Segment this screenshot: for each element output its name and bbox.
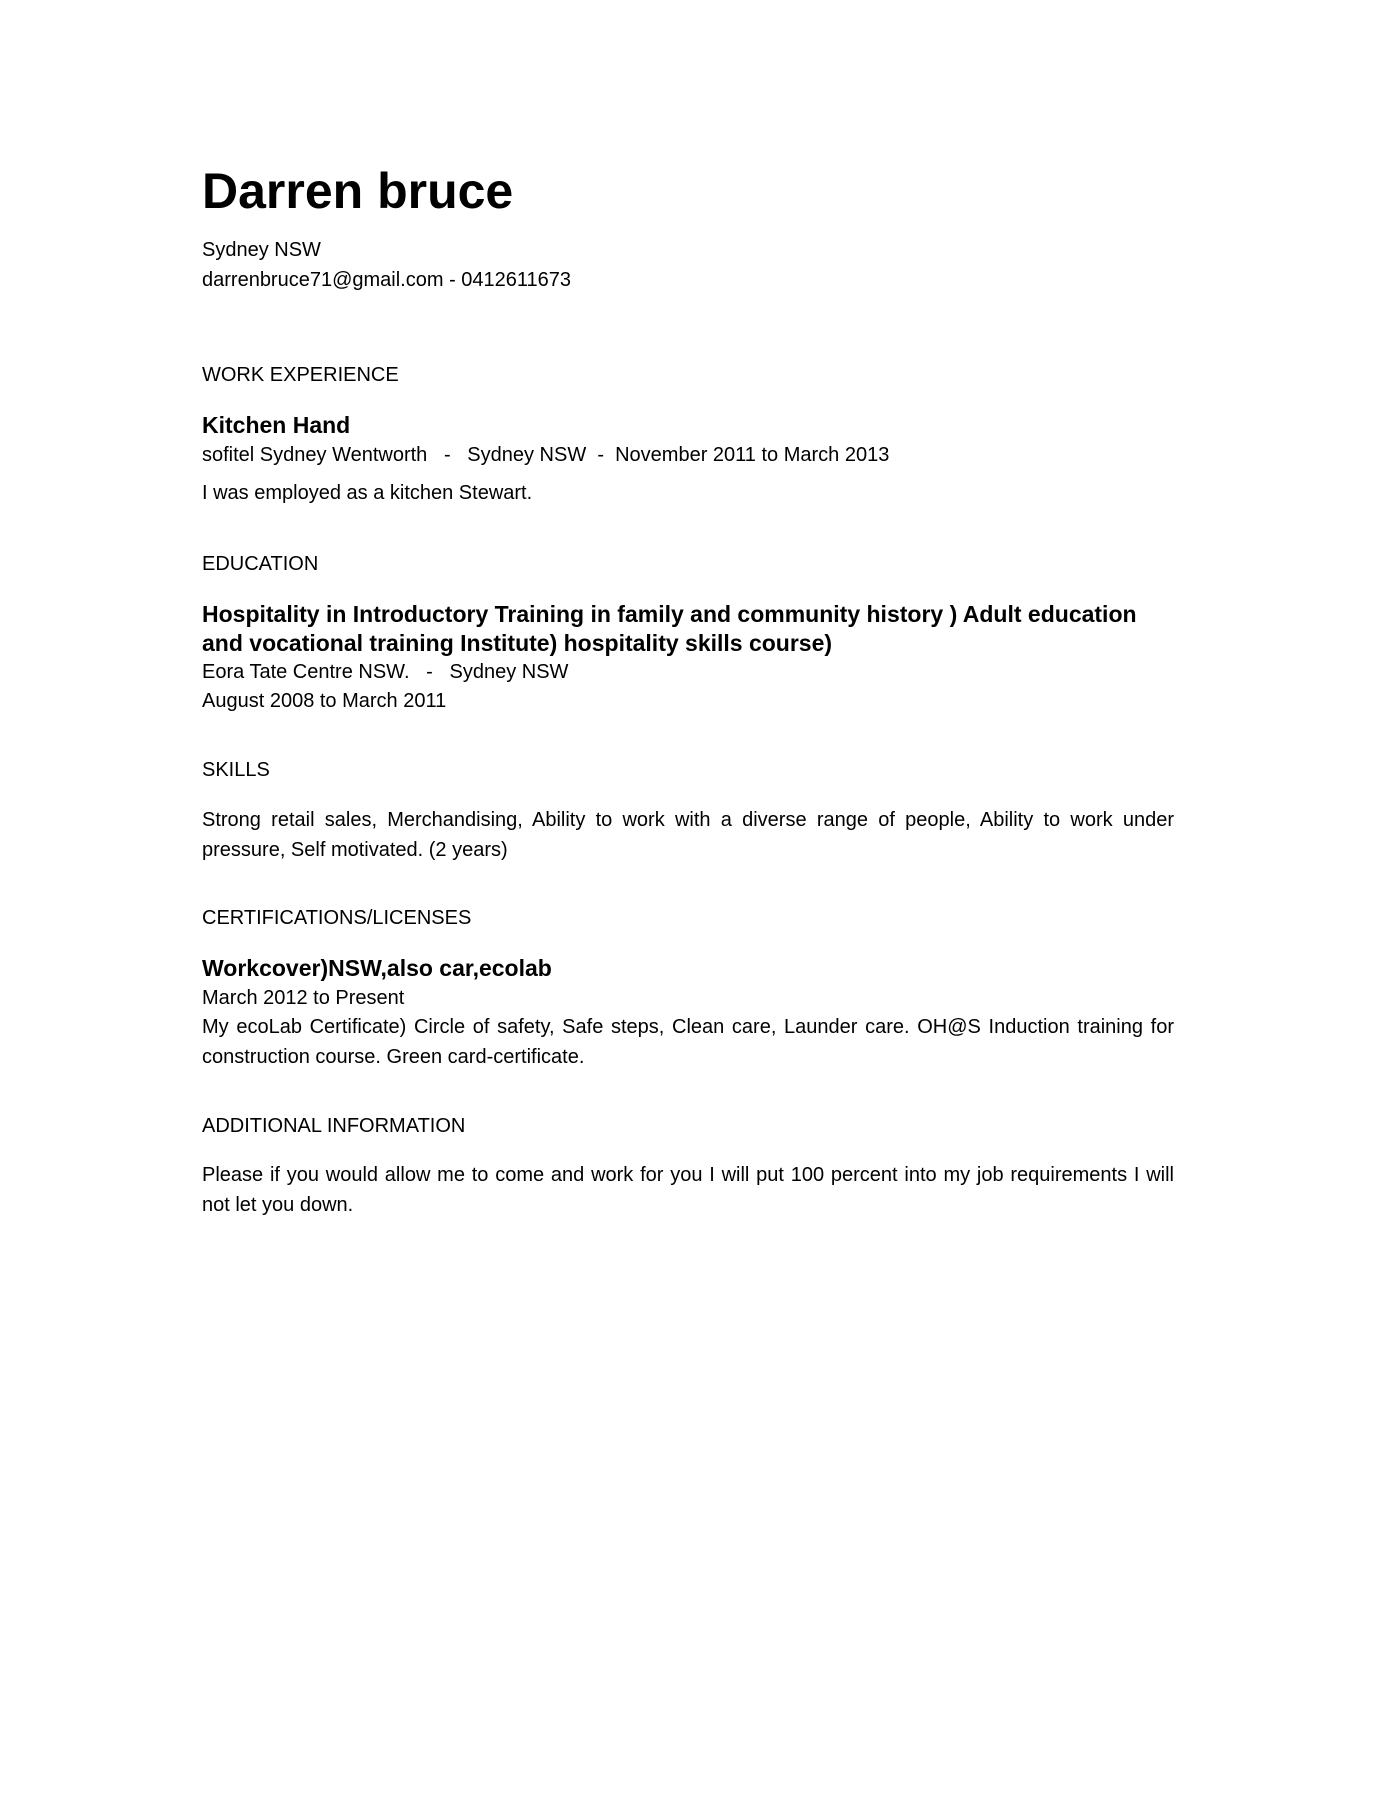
job-meta: sofitel Sydney Wentworth - Sydney NSW - November 2011 to March 2013 [202,444,890,466]
skills-text: Strong retail sales, Merchandising, Ability to work with a diverse range of people, Ability to work under pressure, Self motivated. (2 years) [202,809,1174,861]
job-description: I was employed as a kitchen Stewart. [202,482,533,504]
certification-title: Workcover)NSW,also car,ecolab [202,955,552,981]
education-school: Eora Tate Centre NSW. - Sydney NSW [202,661,569,683]
contact-info: darrenbruce71@gmail.com - 0412611673 [202,269,572,291]
skills-heading: SKILLS [202,759,270,781]
education-dates: August 2008 to March 2011 [202,690,447,712]
education-heading: EDUCATION [202,553,319,575]
additional-info-heading: ADDITIONAL INFORMATION [202,1115,466,1137]
job-title: Kitchen Hand [202,412,351,438]
certification-dates: March 2012 to Present [202,987,405,1009]
candidate-name: Darren bruce [202,163,514,219]
certification-description: My ecoLab Certificate) Circle of safety, Safe steps, Clean care, Launder care. OH@S Induction training for construction course. Green card-certificate. [202,1016,1174,1068]
location: Sydney NSW [202,239,321,261]
certifications-heading: CERTIFICATIONS/LICENSES [202,907,472,929]
additional-info-text: Please if you would allow me to come and work for you I will put 100 percent into my job requirements I will not let you down. [202,1164,1174,1216]
work-experience-heading: WORK EXPERIENCE [202,364,399,386]
education-title: Hospitality in Introductory Training in family and community history ) Adult education and vocational training Institute) hospitality skills course) [202,601,1137,656]
